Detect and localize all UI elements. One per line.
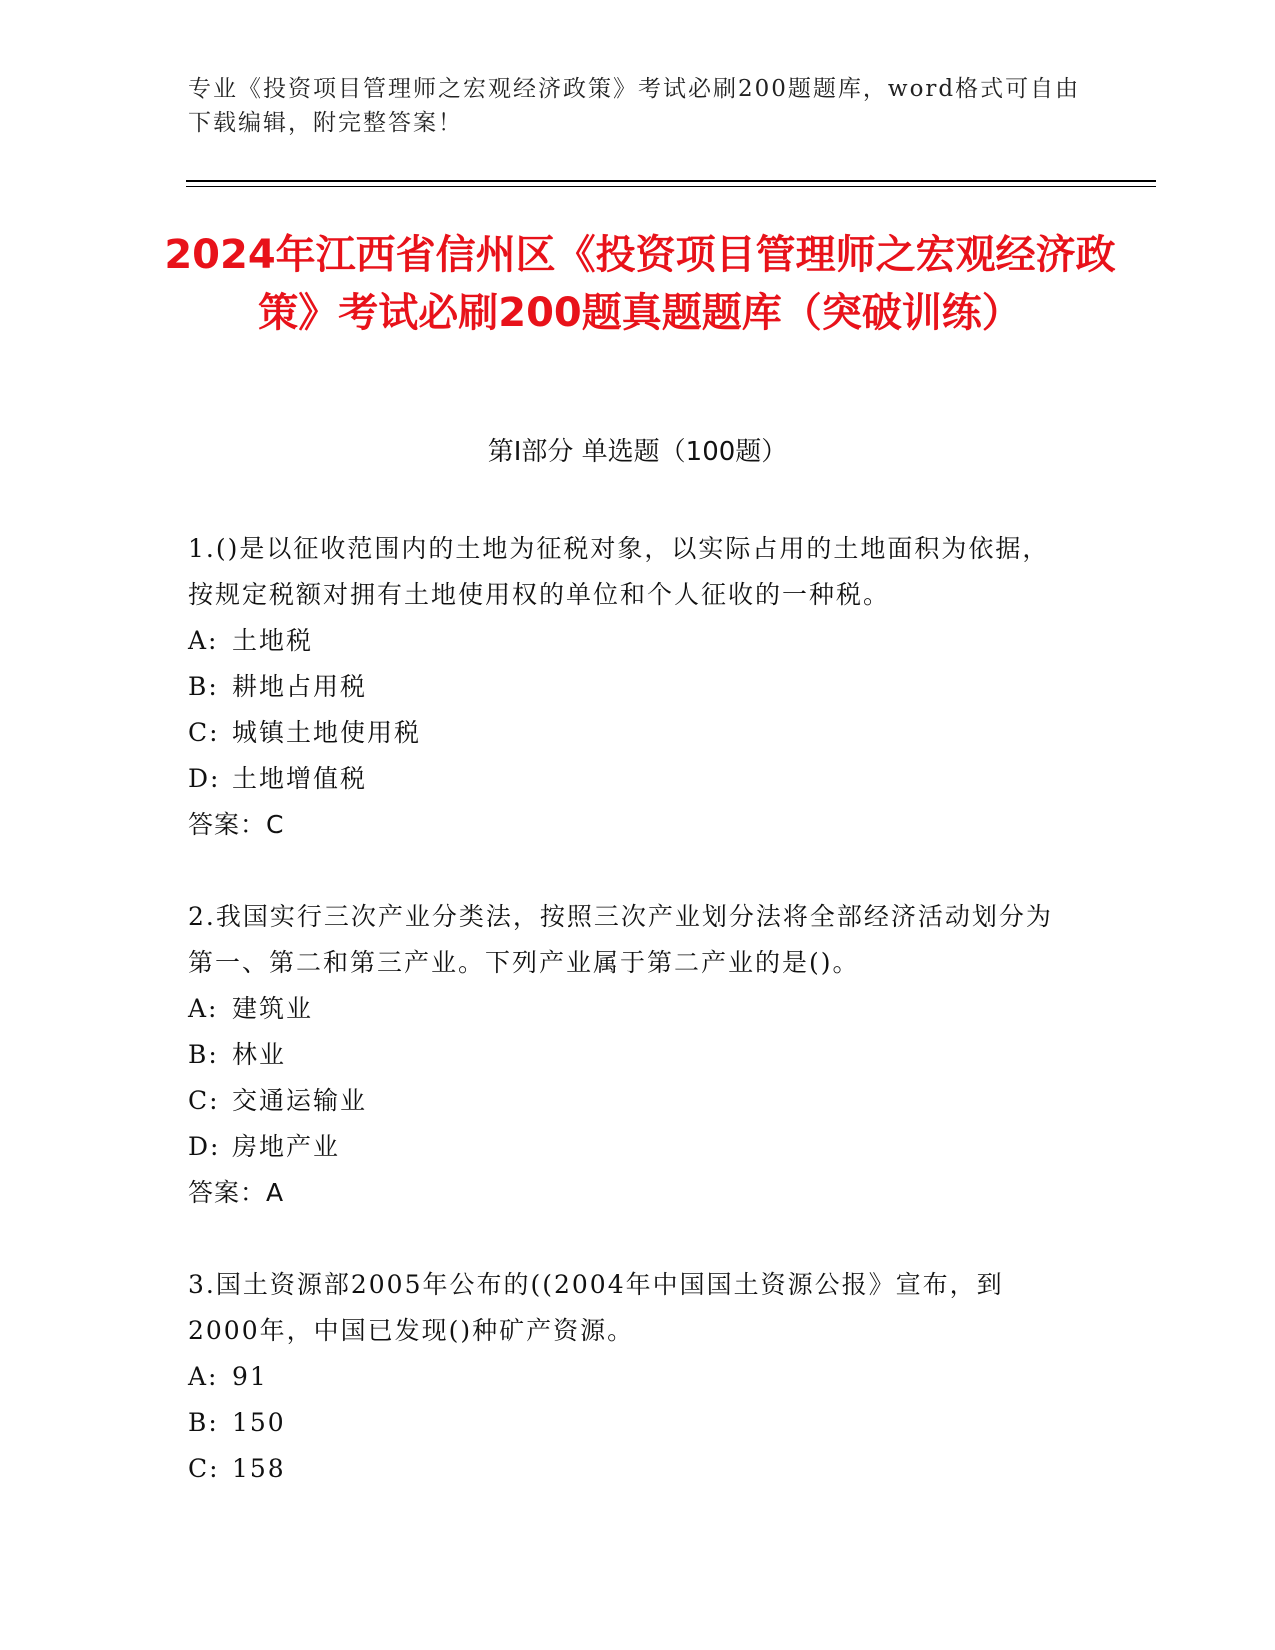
option-text: 150 [232,1408,286,1437]
option-text: 交通运输业 [232,1086,368,1115]
option-list [188,1354,1068,1492]
option-text: 耕地占用税 [232,672,368,701]
option-text: 158 [232,1454,286,1483]
question-stem: 3.国土资源部2005年公布的((2004年中国国土资源公报》宣布，到2000年，中国已发现()种矿产资源。 [188,1270,1004,1345]
option-b [188,1400,1068,1446]
option-b [188,1032,1068,1078]
option-letter: B: [188,1040,219,1069]
option-letter: A: [188,626,219,655]
option-text: 土地增值税 [232,764,368,793]
option-text: 林业 [232,1040,287,1069]
option-letter: B: [188,1408,219,1437]
header-divider-thin [186,186,1156,187]
answer-line: 答案：A [188,1178,285,1207]
section-heading: 第Ⅰ部分 单选题（100题） [487,437,788,467]
document-title: 2024年江西省信州区《投资项目管理师之宏观经济政策》考试必刷200题真题题库（突破训练） [164,232,1116,336]
option-a [188,1354,1068,1400]
option-c [188,710,1068,756]
option-c [188,1446,1068,1492]
option-d [188,1124,1068,1170]
option-letter: A: [188,1362,219,1391]
option-b [188,664,1068,710]
option-letter: C: [188,1086,220,1115]
option-text: 建筑业 [232,994,314,1023]
option-letter: D: [188,1132,221,1161]
question-3 [188,1262,1068,1492]
option-list [188,986,1068,1170]
option-text: 土地税 [232,626,314,655]
option-letter: D: [188,764,221,793]
option-list [188,618,1068,802]
answer-line: 答案：C [188,810,285,839]
option-letter: C: [188,1454,220,1483]
question-stem: 2.我国实行三次产业分类法，按照三次产业划分法将全部经济活动划分为第一、第二和第三产业。下列产业属于第二产业的是()。 [188,902,1053,977]
question-2 [188,894,1068,1216]
option-letter: B: [188,672,219,701]
option-text: 房地产业 [232,1132,341,1161]
option-a [188,986,1068,1032]
option-text: 91 [232,1362,268,1391]
header-note: 专业《投资项目管理师之宏观经济政策》考试必刷200题题库，word格式可自由下载编辑，附完整答案！ [188,76,1081,136]
option-letter: A: [188,994,219,1023]
question-list [188,526,1068,1538]
option-text: 城镇土地使用税 [232,718,422,747]
question-1 [188,526,1068,848]
question-stem: 1.()是以征收范围内的土地为征税对象，以实际占用的土地面积为依据，按规定税额对拥有土地使用权的单位和个人征收的一种税。 [188,534,1050,609]
header-divider [186,180,1156,182]
option-letter: C: [188,718,220,747]
option-d [188,756,1068,802]
option-c [188,1078,1068,1124]
option-a [188,618,1068,664]
